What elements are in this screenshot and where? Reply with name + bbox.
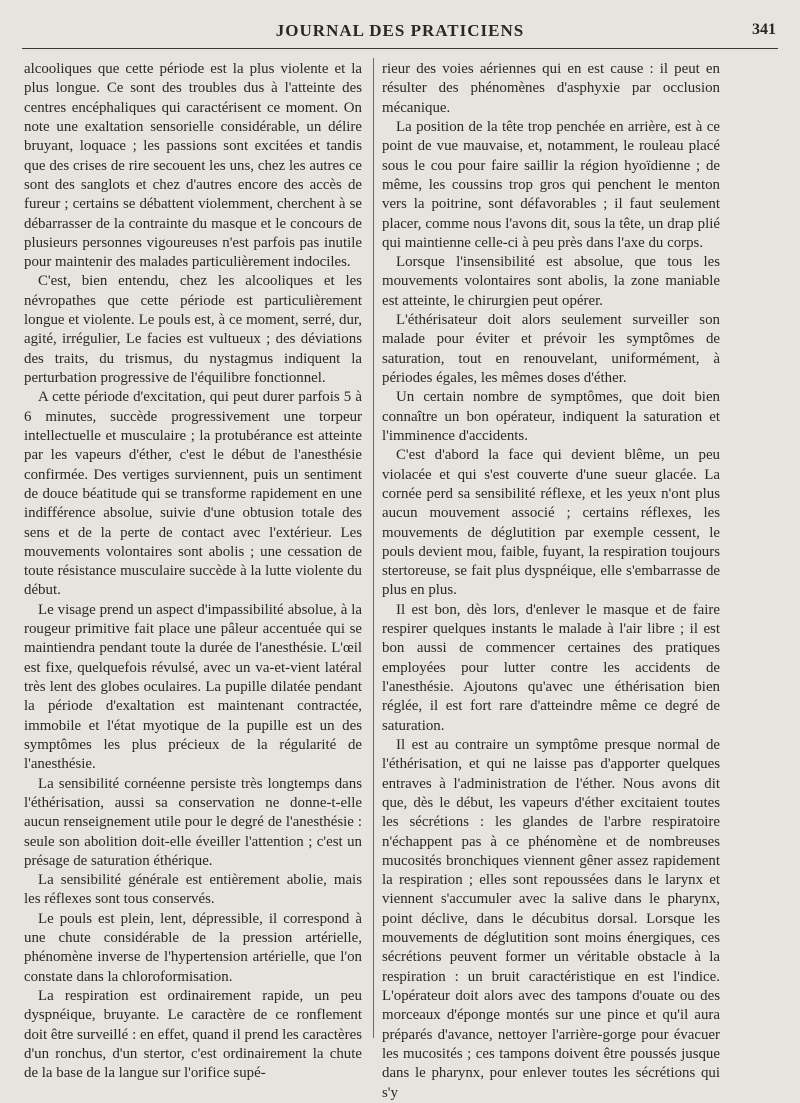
running-title: JOURNAL DES PRATICIENS [275, 21, 525, 40]
page-number: 341 [752, 21, 776, 38]
right-column [382, 60, 720, 1103]
paragraph: L'éthérisateur doit alors seulement surveiller son malade pour éviter et prévoir les symptômes de saturation, tout en renouvelant, uniformément, à périodes égales, les mêmes doses d'éther. [382, 312, 720, 386]
paragraph: C'est, bien entendu, chez les alcooliques et les névropathes que cette période est particulièrement longue et violente. Le pouls est, à ce moment, serré, dur, agité, irrégulier, Le facies est vultueux ; des déviations des traits, du trismus, du nystagmus indiquent la perturbation progressive de l'équilibre fonctionnel. [24, 273, 362, 386]
paragraph: La respiration est ordinairement rapide, un peu dyspnéique, bruyante. Le caractère de ce ronflement doit être surveillé : en effet, quand il prend les caractères d'un ronchus, d'un stertor, c'est ordinairement la chute de la base de la langue sur l'orifice supé- [24, 988, 362, 1082]
left-column [24, 60, 362, 1084]
paragraph: alcooliques que cette période est la plus violente et la plus longue. Ce sont des troubles dus à l'atteinte des centres encéphaliques qui caractérisent ce moment. On note une exaltation sensorielle considérable, un délire bruyant, loquace ; les passions sont excitées et tandis que des crises de rire secouent les uns, chez les autres ce sont des sanglots et chez d'autres encore des accès de fureur ; certains se débattent violemment, cherchent à se débarrasser de la contrainte du masque et le concours de plusieurs personnes vigoureuses n'est parfois pas inutile pour maintenir des malades particulièrement indociles. [24, 61, 362, 271]
paragraph: Le visage prend un aspect d'impassibilité absolue, à la rougeur primitive fait place une pâleur accentuée qui se maintiendra pendant toute la durée de l'anesthésie. L'œil est fixe, quelquefois révulsé, avec un va-et-vient latéral très lent des globes oculaires. La pupille dilatée pendant la période d'exaltation est maintenant contractée, immobile et l'état myotique de la pupille est un des symptômes les plus précieux de la régularité de l'anesthésie. [24, 601, 362, 773]
paragraph: La sensibilité générale est entièrement abolie, mais les réflexes sont tous conservés. [24, 872, 362, 908]
paragraph: Il est bon, dès lors, d'enlever le masque et de faire respirer quelques instants le malade à l'air libre ; il est bon aussi de commencer certaines des pratiques employées pour lutter contre les accidents de l'anesthésie. Ajoutons qu'avec une éthérisation bien réglée, il est fort rare d'atteindre même ce degré de saturation. [382, 601, 720, 734]
paragraph: rieur des voies aériennes qui en est cause : il peut en résulter des phénomènes d'asphyxie par occlusion mécanique. [382, 61, 720, 116]
paragraph: A cette période d'excitation, qui peut durer parfois 5 à 6 minutes, succède progressivement une torpeur intellectuelle et musculaire ; la protubérance est atteinte par les vapeurs d'éther, c'est le début de l'anesthésie confirmée. Des vertiges surviennent, puis un sentiment de douce béatitude qui se transforme rapidement en une indifférence absolue, suivie d'une obtusion totale des sens et de la perte de contact avec l'extérieur. Les mouvements volontaires sont abolis ; une cessation de toute résistance musculaire succède à la lutte violente du début. [24, 389, 362, 599]
page-header [22, 18, 778, 49]
paragraph: La position de la tête trop penchée en arrière, est à ce point de vue mauvaise, et, notamment, le rouleau placé sous le cou pour faire saillir la région hyoïdienne ; de même, les coussins trop gros qui penchent le menton vers la poitrine, sont défavorables ; il faut seulement placer, comme nous l'avons dit, sous la tête, un drap plié qui maintienne celle-ci à peu près dans l'axe du corps. [382, 118, 720, 251]
paragraph: Il est au contraire un symptôme presque normal de l'éthérisation, et qui ne laisse pas d'apporter quelques entraves à l'administration de l'éther. Nous avons dit que, dès le début, les vapeurs d'éther excitaient toutes les sécrétions : les glandes de l'arbre respiratoire n'échappent pas à ce phénomène et de nombreuses mucosités bronchiques viennent gêner assez rapidement la respiration ; elles sont repoussées dans le larynx et viennent s'accumuler avec la salive dans le pharynx, point déclive, dans le décubitus dorsal. Lorsque les mouvements de déglutition sont moins énergiques, ces sécrétions peuvent former un véritable obstacle à la respiration : un bruit caractéristique en est l'indice. L'opérateur doit alors avec des tampons d'ouate ou des morceaux d'éponge montés sur une pince et qu'il aura préparés d'avance, nettoyer l'arrière-gorge pour évacuer les mucosités ; ces tampons doivent être poussés jusque dans le pharynx, pour enlever toutes les sécrétions qui s'y [382, 736, 720, 1101]
paragraph: La sensibilité cornéenne persiste très longtemps dans l'éthérisation, aussi sa conservation ne donne-t-elle aucun renseignement utile pour le degré de l'anesthésie : seule son abolition doit-elle éveiller l'attention ; c'est un présage de saturation éthérique. [24, 775, 362, 869]
paragraph: C'est d'abord la face qui devient blême, un peu violacée et qui s'est couverte d'une sueur glacée. La cornée perd sa sensibilité réflexe, et les yeux n'ont plus aucun mouvement associé ; certains réflexes, les mouvements de déglutition par exemple cessent, le pouls devient mou, faible, fuyant, la respiration toujours stertoreuse, se fait plus dyspnéique, elle s'embarrasse de plus en plus. [382, 447, 720, 599]
paragraph: Le pouls est plein, lent, dépressible, il correspond à une chute considérable de la pression artérielle, phénomène inverse de l'hypertension artérielle, que l'on constate dans la chloroformisation. [24, 910, 362, 985]
column-divider [373, 58, 374, 1038]
paragraph: Lorsque l'insensibilité est absolue, que tous les mouvements volontaires sont abolis, la zone maniable est atteinte, le chirurgien peut opérer. [382, 254, 720, 309]
paragraph: Un certain nombre de symptômes, que doit bien connaître un bon opérateur, indiquent la saturation et l'imminence d'accidents. [382, 389, 720, 444]
